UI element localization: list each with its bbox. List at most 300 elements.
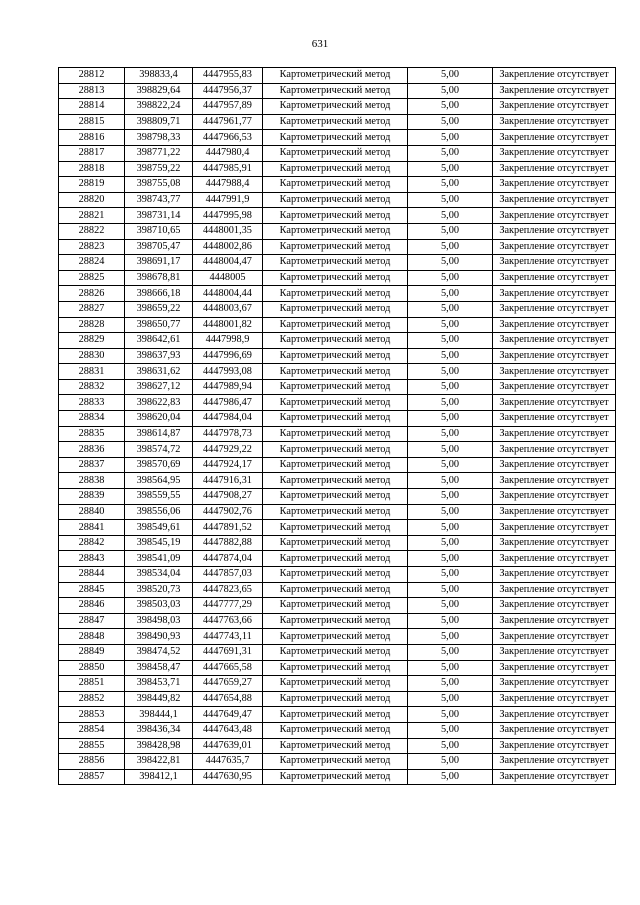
cell-point-number: 28842 — [59, 535, 125, 551]
cell-y-coordinate: 4447985,91 — [193, 161, 263, 177]
cell-x-coordinate: 398574,72 — [125, 442, 193, 458]
cell-y-coordinate: 4447998,9 — [193, 333, 263, 349]
cell-point-number: 28813 — [59, 83, 125, 99]
cell-accuracy: 5,00 — [408, 426, 493, 442]
table-row — [59, 99, 616, 115]
cell-method: Картометрический метод — [263, 286, 408, 302]
cell-accuracy: 5,00 — [408, 520, 493, 536]
cell-fixation: Закрепление отсутствует — [493, 68, 616, 84]
cell-method: Картометрический метод — [263, 457, 408, 473]
cell-fixation: Закрепление отсутствует — [493, 270, 616, 286]
cell-point-number: 28838 — [59, 473, 125, 489]
cell-x-coordinate: 398659,22 — [125, 301, 193, 317]
cell-fixation: Закрепление отсутствует — [493, 301, 616, 317]
table-row — [59, 738, 616, 754]
cell-x-coordinate: 398614,87 — [125, 426, 193, 442]
cell-y-coordinate: 4448004,47 — [193, 255, 263, 271]
cell-fixation: Закрепление отсутствует — [493, 613, 616, 629]
cell-accuracy: 5,00 — [408, 208, 493, 224]
cell-y-coordinate: 4447691,31 — [193, 644, 263, 660]
cell-accuracy: 5,00 — [408, 130, 493, 146]
cell-point-number: 28837 — [59, 457, 125, 473]
cell-method: Картометрический метод — [263, 348, 408, 364]
table-row — [59, 567, 616, 583]
cell-accuracy: 5,00 — [408, 738, 493, 754]
table-row — [59, 644, 616, 660]
cell-y-coordinate: 4447996,69 — [193, 348, 263, 364]
cell-y-coordinate: 4447988,4 — [193, 177, 263, 193]
cell-accuracy: 5,00 — [408, 239, 493, 255]
cell-point-number: 28823 — [59, 239, 125, 255]
cell-x-coordinate: 398412,1 — [125, 769, 193, 785]
cell-fixation: Закрепление отсутствует — [493, 676, 616, 692]
cell-x-coordinate: 398798,33 — [125, 130, 193, 146]
cell-fixation: Закрепление отсутствует — [493, 255, 616, 271]
cell-method: Картометрический метод — [263, 68, 408, 84]
cell-y-coordinate: 4447654,88 — [193, 691, 263, 707]
cell-x-coordinate: 398631,62 — [125, 364, 193, 380]
page-number: 631 — [311, 38, 329, 50]
table-row — [59, 426, 616, 442]
cell-accuracy: 5,00 — [408, 629, 493, 645]
cell-y-coordinate: 4447639,01 — [193, 738, 263, 754]
cell-point-number: 28857 — [59, 769, 125, 785]
cell-point-number: 28836 — [59, 442, 125, 458]
cell-x-coordinate: 398444,1 — [125, 707, 193, 723]
table-row — [59, 442, 616, 458]
cell-point-number: 28819 — [59, 177, 125, 193]
cell-accuracy: 5,00 — [408, 598, 493, 614]
cell-method: Картометрический метод — [263, 535, 408, 551]
cell-accuracy: 5,00 — [408, 504, 493, 520]
table-row — [59, 582, 616, 598]
cell-point-number: 28822 — [59, 223, 125, 239]
cell-y-coordinate: 4448001,35 — [193, 223, 263, 239]
table-row — [59, 317, 616, 333]
cell-accuracy: 5,00 — [408, 754, 493, 770]
table-row — [59, 473, 616, 489]
cell-fixation: Закрепление отсутствует — [493, 722, 616, 738]
cell-fixation: Закрепление отсутствует — [493, 629, 616, 645]
cell-accuracy: 5,00 — [408, 301, 493, 317]
cell-y-coordinate: 4447777,29 — [193, 598, 263, 614]
cell-fixation: Закрепление отсутствует — [493, 442, 616, 458]
cell-point-number: 28812 — [59, 68, 125, 84]
cell-accuracy: 5,00 — [408, 270, 493, 286]
cell-y-coordinate: 4447984,04 — [193, 411, 263, 427]
cell-fixation: Закрепление отсутствует — [493, 535, 616, 551]
cell-method: Картометрический метод — [263, 754, 408, 770]
cell-fixation: Закрепление отсутствует — [493, 660, 616, 676]
table-row — [59, 177, 616, 193]
table-row — [59, 769, 616, 785]
cell-accuracy: 5,00 — [408, 613, 493, 629]
table-row — [59, 489, 616, 505]
cell-point-number: 28841 — [59, 520, 125, 536]
cell-x-coordinate: 398458,47 — [125, 660, 193, 676]
cell-fixation: Закрепление отсутствует — [493, 99, 616, 115]
cell-point-number: 28849 — [59, 644, 125, 660]
table-row — [59, 255, 616, 271]
cell-method: Картометрический метод — [263, 145, 408, 161]
cell-method: Картометрический метод — [263, 333, 408, 349]
cell-point-number: 28830 — [59, 348, 125, 364]
table-row — [59, 364, 616, 380]
cell-x-coordinate: 398705,47 — [125, 239, 193, 255]
table-row — [59, 333, 616, 349]
cell-fixation: Закрепление отсутствует — [493, 239, 616, 255]
cell-accuracy: 5,00 — [408, 255, 493, 271]
cell-accuracy: 5,00 — [408, 442, 493, 458]
cell-x-coordinate: 398755,08 — [125, 177, 193, 193]
cell-point-number: 28814 — [59, 99, 125, 115]
cell-y-coordinate: 4447891,52 — [193, 520, 263, 536]
cell-fixation: Закрепление отсутствует — [493, 504, 616, 520]
table-row — [59, 629, 616, 645]
cell-y-coordinate: 4447989,94 — [193, 379, 263, 395]
cell-point-number: 28840 — [59, 504, 125, 520]
table-row — [59, 208, 616, 224]
coordinates-table — [58, 67, 616, 785]
cell-method: Картометрический метод — [263, 395, 408, 411]
cell-point-number: 28827 — [59, 301, 125, 317]
cell-method: Картометрический метод — [263, 567, 408, 583]
cell-accuracy: 5,00 — [408, 722, 493, 738]
cell-method: Картометрический метод — [263, 722, 408, 738]
cell-method: Картометрический метод — [263, 411, 408, 427]
cell-y-coordinate: 4447882,88 — [193, 535, 263, 551]
cell-point-number: 28839 — [59, 489, 125, 505]
table-row — [59, 613, 616, 629]
cell-point-number: 28853 — [59, 707, 125, 723]
cell-x-coordinate: 398691,17 — [125, 255, 193, 271]
cell-x-coordinate: 398759,22 — [125, 161, 193, 177]
cell-accuracy: 5,00 — [408, 68, 493, 84]
cell-fixation: Закрепление отсутствует — [493, 317, 616, 333]
cell-point-number: 28844 — [59, 567, 125, 583]
cell-x-coordinate: 398829,64 — [125, 83, 193, 99]
cell-point-number: 28831 — [59, 364, 125, 380]
cell-accuracy: 5,00 — [408, 286, 493, 302]
cell-y-coordinate: 4447763,66 — [193, 613, 263, 629]
cell-method: Картометрический метод — [263, 317, 408, 333]
cell-point-number: 28815 — [59, 114, 125, 130]
cell-x-coordinate: 398833,4 — [125, 68, 193, 84]
cell-x-coordinate: 398637,93 — [125, 348, 193, 364]
cell-point-number: 28816 — [59, 130, 125, 146]
cell-point-number: 28818 — [59, 161, 125, 177]
cell-fixation: Закрепление отсутствует — [493, 83, 616, 99]
cell-fixation: Закрепление отсутствует — [493, 738, 616, 754]
table-row — [59, 754, 616, 770]
cell-method: Картометрический метод — [263, 769, 408, 785]
cell-y-coordinate: 4448002,86 — [193, 239, 263, 255]
cell-point-number: 28843 — [59, 551, 125, 567]
cell-y-coordinate: 4447743,11 — [193, 629, 263, 645]
cell-y-coordinate: 4447924,17 — [193, 457, 263, 473]
cell-x-coordinate: 398622,83 — [125, 395, 193, 411]
cell-y-coordinate: 4447857,03 — [193, 567, 263, 583]
cell-fixation: Закрепление отсутствует — [493, 457, 616, 473]
table-row — [59, 707, 616, 723]
cell-accuracy: 5,00 — [408, 395, 493, 411]
cell-y-coordinate: 4448003,67 — [193, 301, 263, 317]
cell-accuracy: 5,00 — [408, 192, 493, 208]
cell-accuracy: 5,00 — [408, 644, 493, 660]
cell-method: Картометрический метод — [263, 489, 408, 505]
cell-y-coordinate: 4447991,9 — [193, 192, 263, 208]
cell-fixation: Закрепление отсутствует — [493, 208, 616, 224]
cell-accuracy: 5,00 — [408, 676, 493, 692]
cell-accuracy: 5,00 — [408, 551, 493, 567]
table-row — [59, 722, 616, 738]
cell-y-coordinate: 4447956,37 — [193, 83, 263, 99]
cell-fixation: Закрепление отсутствует — [493, 489, 616, 505]
cell-point-number: 28820 — [59, 192, 125, 208]
cell-method: Картометрический метод — [263, 223, 408, 239]
cell-accuracy: 5,00 — [408, 582, 493, 598]
cell-point-number: 28845 — [59, 582, 125, 598]
cell-point-number: 28855 — [59, 738, 125, 754]
cell-fixation: Закрепление отсутствует — [493, 395, 616, 411]
cell-accuracy: 5,00 — [408, 83, 493, 99]
cell-y-coordinate: 4447980,4 — [193, 145, 263, 161]
cell-accuracy: 5,00 — [408, 660, 493, 676]
cell-method: Картометрический метод — [263, 660, 408, 676]
cell-x-coordinate: 398520,73 — [125, 582, 193, 598]
cell-method: Картометрический метод — [263, 161, 408, 177]
cell-y-coordinate: 4447966,53 — [193, 130, 263, 146]
cell-method: Картометрический метод — [263, 504, 408, 520]
cell-point-number: 28832 — [59, 379, 125, 395]
table-row — [59, 457, 616, 473]
cell-point-number: 28833 — [59, 395, 125, 411]
cell-point-number: 28850 — [59, 660, 125, 676]
cell-y-coordinate: 4448001,82 — [193, 317, 263, 333]
cell-method: Картометрический метод — [263, 364, 408, 380]
cell-accuracy: 5,00 — [408, 769, 493, 785]
cell-point-number: 28824 — [59, 255, 125, 271]
cell-method: Картометрический метод — [263, 442, 408, 458]
cell-method: Картометрический метод — [263, 301, 408, 317]
table-row — [59, 504, 616, 520]
cell-point-number: 28821 — [59, 208, 125, 224]
cell-point-number: 28852 — [59, 691, 125, 707]
cell-fixation: Закрепление отсутствует — [493, 473, 616, 489]
table-row — [59, 192, 616, 208]
table-row — [59, 676, 616, 692]
cell-x-coordinate: 398503,03 — [125, 598, 193, 614]
cell-x-coordinate: 398564,95 — [125, 473, 193, 489]
table-row — [59, 411, 616, 427]
cell-x-coordinate: 398498,03 — [125, 613, 193, 629]
cell-point-number: 28826 — [59, 286, 125, 302]
table-row — [59, 270, 616, 286]
cell-point-number: 28834 — [59, 411, 125, 427]
cell-y-coordinate: 4447957,89 — [193, 99, 263, 115]
cell-fixation: Закрепление отсутствует — [493, 769, 616, 785]
cell-method: Картометрический метод — [263, 644, 408, 660]
cell-accuracy: 5,00 — [408, 348, 493, 364]
cell-y-coordinate: 4447649,47 — [193, 707, 263, 723]
cell-y-coordinate: 4447643,48 — [193, 722, 263, 738]
cell-method: Картометрический метод — [263, 114, 408, 130]
cell-accuracy: 5,00 — [408, 457, 493, 473]
cell-method: Картометрический метод — [263, 582, 408, 598]
cell-accuracy: 5,00 — [408, 535, 493, 551]
cell-method: Картометрический метод — [263, 738, 408, 754]
cell-point-number: 28828 — [59, 317, 125, 333]
table-row — [59, 520, 616, 536]
table-row — [59, 223, 616, 239]
cell-method: Картометрический метод — [263, 99, 408, 115]
cell-accuracy: 5,00 — [408, 99, 493, 115]
cell-x-coordinate: 398534,04 — [125, 567, 193, 583]
cell-accuracy: 5,00 — [408, 317, 493, 333]
cell-fixation: Закрепление отсутствует — [493, 333, 616, 349]
cell-point-number: 28854 — [59, 722, 125, 738]
cell-fixation: Закрепление отсутствует — [493, 582, 616, 598]
cell-x-coordinate: 398650,77 — [125, 317, 193, 333]
table-row — [59, 130, 616, 146]
cell-accuracy: 5,00 — [408, 333, 493, 349]
cell-x-coordinate: 398678,81 — [125, 270, 193, 286]
cell-accuracy: 5,00 — [408, 161, 493, 177]
cell-x-coordinate: 398541,09 — [125, 551, 193, 567]
cell-x-coordinate: 398743,77 — [125, 192, 193, 208]
cell-fixation: Закрепление отсутствует — [493, 567, 616, 583]
cell-point-number: 28847 — [59, 613, 125, 629]
cell-y-coordinate: 4447665,58 — [193, 660, 263, 676]
table-row — [59, 145, 616, 161]
cell-x-coordinate: 398490,93 — [125, 629, 193, 645]
cell-y-coordinate: 4447986,47 — [193, 395, 263, 411]
cell-x-coordinate: 398822,24 — [125, 99, 193, 115]
cell-method: Картометрический метод — [263, 379, 408, 395]
cell-method: Картометрический метод — [263, 255, 408, 271]
table-row — [59, 379, 616, 395]
cell-y-coordinate: 4447929,22 — [193, 442, 263, 458]
cell-y-coordinate: 4447874,04 — [193, 551, 263, 567]
cell-method: Картометрический метод — [263, 239, 408, 255]
cell-accuracy: 5,00 — [408, 114, 493, 130]
cell-fixation: Закрепление отсутствует — [493, 114, 616, 130]
cell-method: Картометрический метод — [263, 598, 408, 614]
cell-y-coordinate: 4447902,76 — [193, 504, 263, 520]
cell-method: Картометрический метод — [263, 270, 408, 286]
cell-y-coordinate: 4447630,95 — [193, 769, 263, 785]
cell-x-coordinate: 398449,82 — [125, 691, 193, 707]
cell-x-coordinate: 398642,61 — [125, 333, 193, 349]
cell-accuracy: 5,00 — [408, 489, 493, 505]
cell-accuracy: 5,00 — [408, 707, 493, 723]
cell-fixation: Закрепление отсутствует — [493, 177, 616, 193]
table-row — [59, 114, 616, 130]
cell-y-coordinate: 4447635,7 — [193, 754, 263, 770]
cell-y-coordinate: 4447908,27 — [193, 489, 263, 505]
cell-accuracy: 5,00 — [408, 177, 493, 193]
table-row — [59, 68, 616, 84]
cell-x-coordinate: 398710,65 — [125, 223, 193, 239]
cell-x-coordinate: 398570,69 — [125, 457, 193, 473]
cell-x-coordinate: 398549,61 — [125, 520, 193, 536]
cell-x-coordinate: 398428,98 — [125, 738, 193, 754]
cell-y-coordinate: 4448005 — [193, 270, 263, 286]
cell-point-number: 28851 — [59, 676, 125, 692]
table-row — [59, 301, 616, 317]
cell-fixation: Закрепление отсутствует — [493, 223, 616, 239]
cell-y-coordinate: 4447995,98 — [193, 208, 263, 224]
cell-method: Картометрический метод — [263, 426, 408, 442]
cell-fixation: Закрепление отсутствует — [493, 364, 616, 380]
table-row — [59, 395, 616, 411]
cell-y-coordinate: 4447916,31 — [193, 473, 263, 489]
cell-method: Картометрический метод — [263, 130, 408, 146]
cell-x-coordinate: 398809,71 — [125, 114, 193, 130]
cell-accuracy: 5,00 — [408, 691, 493, 707]
cell-fixation: Закрепление отсутствует — [493, 130, 616, 146]
cell-accuracy: 5,00 — [408, 223, 493, 239]
cell-x-coordinate: 398453,71 — [125, 676, 193, 692]
cell-x-coordinate: 398620,04 — [125, 411, 193, 427]
cell-method: Картометрический метод — [263, 691, 408, 707]
cell-point-number: 28829 — [59, 333, 125, 349]
cell-method: Картометрический метод — [263, 83, 408, 99]
cell-point-number: 28848 — [59, 629, 125, 645]
table-row — [59, 239, 616, 255]
cell-fixation: Закрепление отсутствует — [493, 426, 616, 442]
cell-method: Картометрический метод — [263, 707, 408, 723]
cell-accuracy: 5,00 — [408, 567, 493, 583]
cell-x-coordinate: 398422,81 — [125, 754, 193, 770]
cell-y-coordinate: 4448004,44 — [193, 286, 263, 302]
cell-x-coordinate: 398474,52 — [125, 644, 193, 660]
cell-y-coordinate: 4447955,83 — [193, 68, 263, 84]
cell-y-coordinate: 4447993,08 — [193, 364, 263, 380]
cell-point-number: 28835 — [59, 426, 125, 442]
cell-y-coordinate: 4447961,77 — [193, 114, 263, 130]
cell-x-coordinate: 398731,14 — [125, 208, 193, 224]
cell-fixation: Закрепление отсутствует — [493, 707, 616, 723]
cell-method: Картометрический метод — [263, 629, 408, 645]
table-row — [59, 551, 616, 567]
cell-fixation: Закрепление отсутствует — [493, 598, 616, 614]
cell-method: Картометрический метод — [263, 177, 408, 193]
cell-fixation: Закрепление отсутствует — [493, 379, 616, 395]
cell-fixation: Закрепление отсутствует — [493, 192, 616, 208]
cell-accuracy: 5,00 — [408, 379, 493, 395]
cell-y-coordinate: 4447978,73 — [193, 426, 263, 442]
cell-method: Картометрический метод — [263, 520, 408, 536]
cell-fixation: Закрепление отсутствует — [493, 161, 616, 177]
coordinates-table-body — [59, 68, 616, 785]
table-row — [59, 535, 616, 551]
cell-point-number: 28856 — [59, 754, 125, 770]
cell-fixation: Закрепление отсутствует — [493, 286, 616, 302]
table-row — [59, 83, 616, 99]
table-row — [59, 348, 616, 364]
cell-fixation: Закрепление отсутствует — [493, 551, 616, 567]
cell-fixation: Закрепление отсутствует — [493, 520, 616, 536]
cell-accuracy: 5,00 — [408, 411, 493, 427]
cell-method: Картометрический метод — [263, 192, 408, 208]
cell-x-coordinate: 398771,22 — [125, 145, 193, 161]
cell-x-coordinate: 398556,06 — [125, 504, 193, 520]
table-row — [59, 660, 616, 676]
cell-accuracy: 5,00 — [408, 473, 493, 489]
table-row — [59, 161, 616, 177]
cell-fixation: Закрепление отсутствует — [493, 145, 616, 161]
